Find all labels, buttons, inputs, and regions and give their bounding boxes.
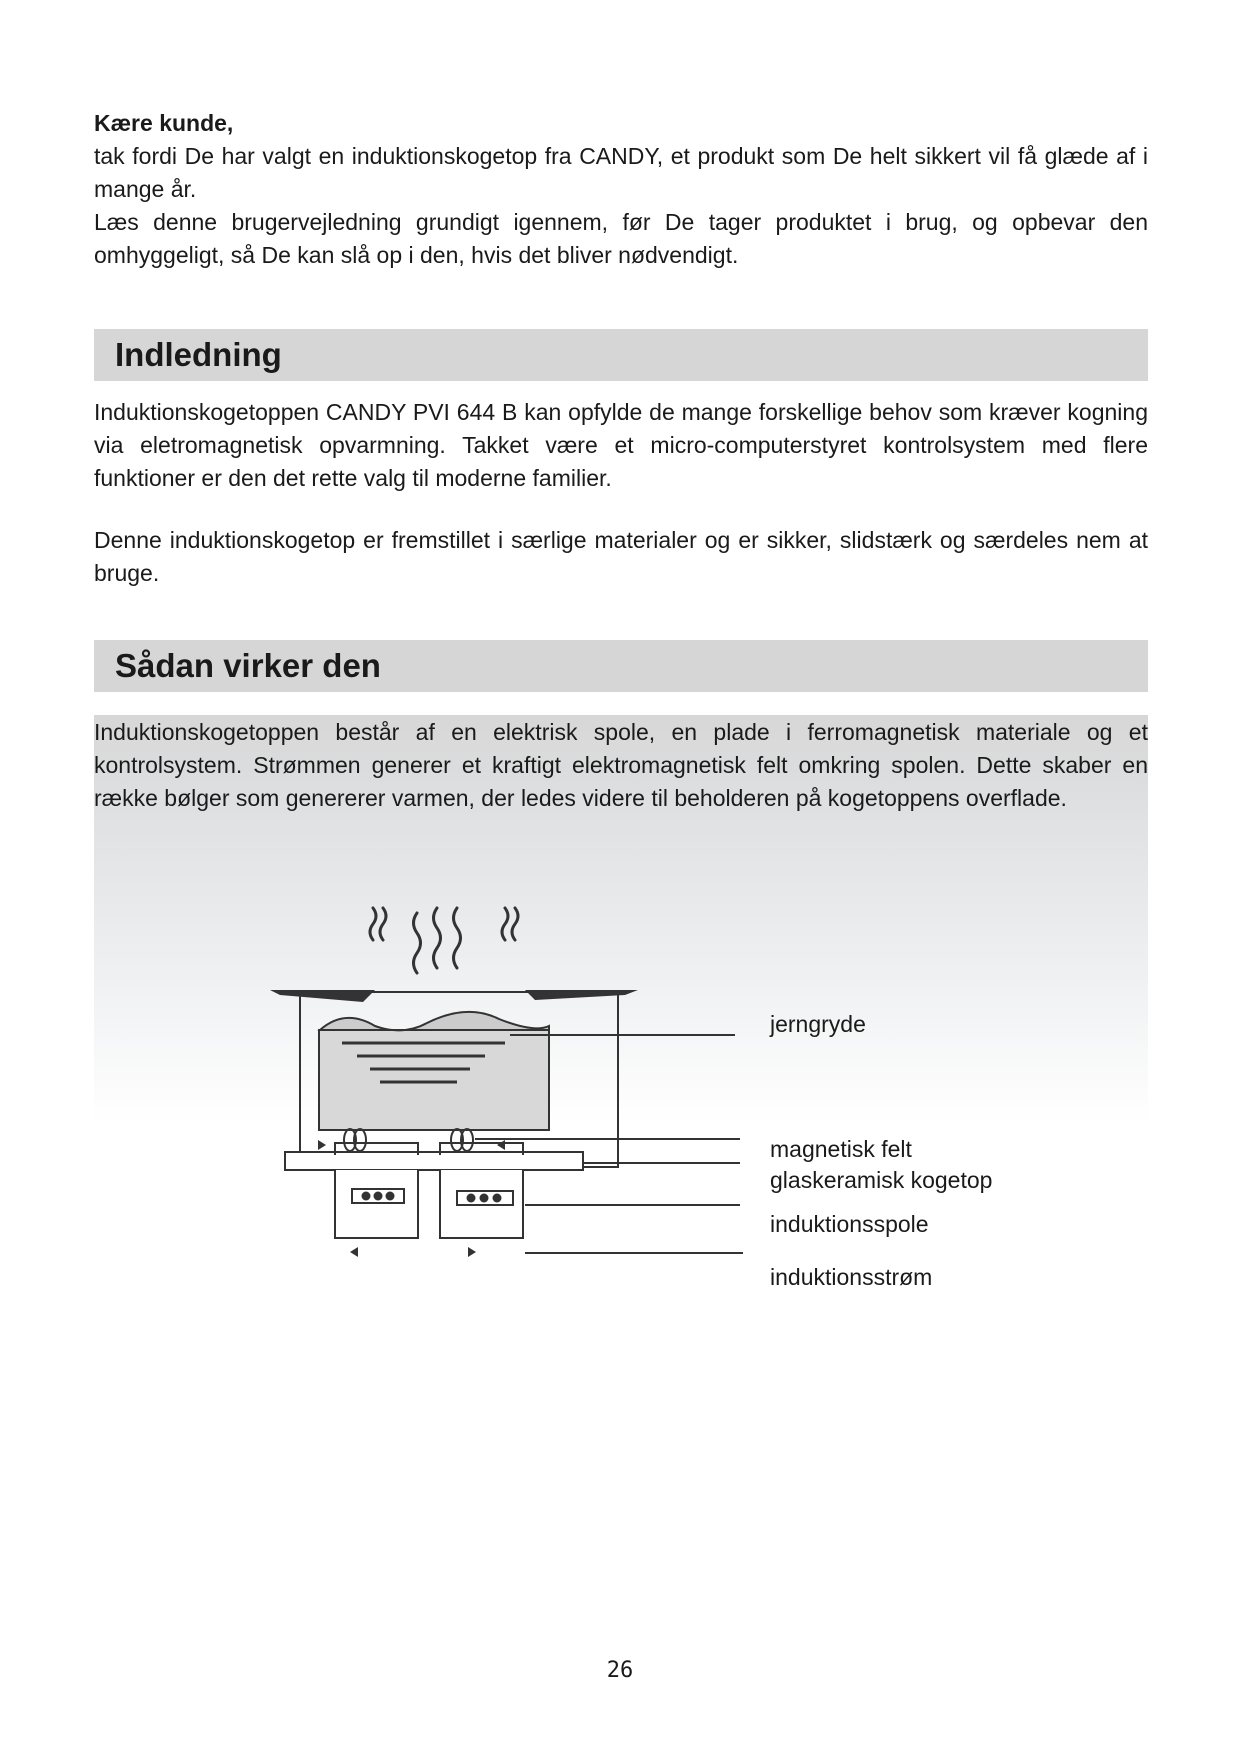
intro-paragraph-2: Denne induktionskogetop er fremstillet i særlige materialer og er sikker, slidstærk og særdeles nem at bruge. (94, 527, 1148, 586)
intro-section (94, 396, 1148, 590)
label-jerngryde: jerngryde (770, 1011, 866, 1037)
label-induktionsstrom: induktionsstrøm (770, 1264, 933, 1290)
greeting-paragraph-1: tak fordi De har valgt en induktionskogetop fra CANDY, et produkt som De helt sikkert vil få glæde af i mange år. (94, 143, 1148, 202)
induction-diagram (260, 895, 760, 1295)
magnetic-field-icon (344, 1129, 473, 1151)
how-heading-bar (94, 640, 1148, 692)
how-heading: Sådan virker den (115, 647, 381, 684)
glass-ceramic-plate (285, 1152, 583, 1170)
how-paragraph: Induktionskogetoppen består af en elektrisk spole, en plade i ferromagnetisk materiale og et kontrolsystem. Strømmen generer et kraftigt elektromagnetisk felt omkring spolen. Dette skaber en række bølger som genererer varmen, der ledes videre til beholderen på kogetoppens overflade. (94, 719, 1148, 811)
iron-pot (319, 1012, 549, 1130)
greeting-title: Kære kunde, (94, 110, 234, 136)
greeting-paragraph-2: Læs denne brugervejledning grundigt igennem, før De tager produktet i brug, og opbevar den omhyggeligt, så De kan slå op i den, hvis det bliver nødvendigt. (94, 209, 1148, 268)
intro-paragraph-1: Induktionskogetoppen CANDY PVI 644 B kan opfylde de mange forskellige behov som kræver kogning via eletromagnetisk opvarmning. Takket være et micro-computerstyret kontrolsystem med flere funktioner er den det rette valg til moderne familier. (94, 399, 1148, 491)
intro-heading: Indledning (115, 336, 282, 373)
page-number: 26 (606, 1658, 634, 1683)
intro-heading-bar (94, 329, 1148, 381)
greeting-section (94, 107, 1148, 272)
label-glaskeramisk-kogetop: glaskeramisk kogetop (770, 1167, 993, 1193)
how-section (94, 716, 1148, 815)
label-induktionsspole: induktionsspole (770, 1211, 929, 1237)
label-magnetisk-felt: magnetisk felt (770, 1136, 912, 1162)
heat-waves-icon (370, 908, 518, 973)
